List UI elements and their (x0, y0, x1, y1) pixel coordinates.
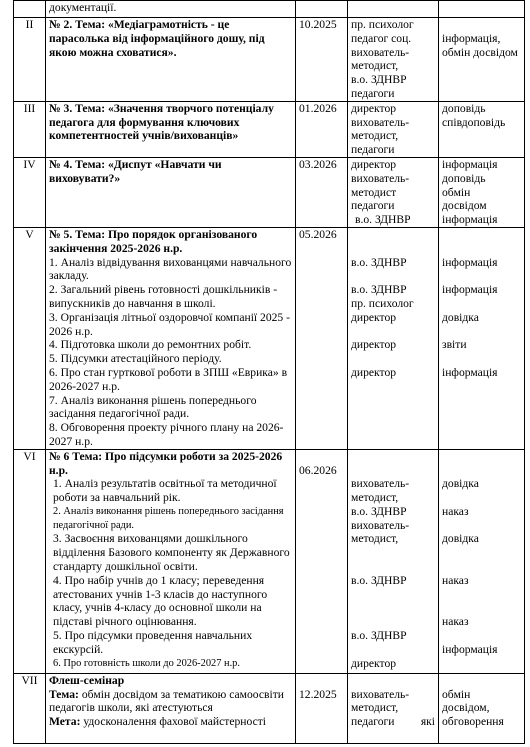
meeting-date: 10.2025 (296, 18, 348, 102)
row-number: VI (14, 449, 46, 673)
table-row (14, 101, 525, 157)
form-cell: інформація, обмін досвідом (439, 18, 525, 102)
agenda-item: 8. Обговорення проекту річного плану на 2026-2027 н.р. (49, 421, 284, 448)
meeting-date: 12.2025 (296, 673, 348, 743)
council-plan-table (13, 0, 525, 744)
agenda-item: 3. Засвоєння вихованцями дошкільного відділення Базового компоненту як Державного стандарту дошкільної освіти. (53, 532, 290, 574)
meeting-theme: № 5. Тема: Про порядок організованого закінчення 2025-2026 н.р. (49, 227, 258, 255)
agenda-item: 4. Підготовка школи до ремонтних робіт. (49, 338, 252, 352)
responsible-cell: вихователь- методист, педагоги які (348, 673, 439, 743)
responsible-cell: пр. психолог педагог соц. вихователь- методист, в.о. ЗДНВР педагоги (348, 18, 439, 102)
table-row (14, 1, 525, 18)
table-row (14, 18, 525, 102)
agenda-item: 1. Аналіз результатів освітньої та методичної роботи за навчальний рік. (53, 477, 277, 505)
agenda-item: 5. Підсумки атестаційного періоду. (49, 352, 222, 366)
form-cell: довідка наказ довідка наказ наказ інформація (439, 449, 525, 673)
meeting-theme-cell (46, 227, 296, 449)
row-number: IV (14, 157, 46, 227)
meeting-theme: № 4. Тема: «Диспут «Навчати чи виховувати?» (46, 157, 296, 227)
meeting-theme: № 2. Тема: «Медіаграмотність - це парасолька від інформаційного дошу, під якою можна сховатися». (46, 18, 296, 102)
agenda-item: 6. Про стан гурткової роботи в ЗПШ «Еврика» в 2026-2027 н.р. (49, 365, 288, 393)
agenda-item: 5. Про підсумки проведення навчальних екскурсій. (53, 629, 253, 656)
meeting-theme-cell (46, 449, 296, 673)
row-number: VII (14, 673, 46, 743)
meeting-date: 06.2026 (296, 449, 348, 673)
meeting-date: 01.2026 (296, 101, 348, 157)
agenda-item: 1. Аналіз відвідування вихованцями навчального закладу. (49, 255, 292, 283)
continued-text: документації. (46, 1, 296, 18)
form-cell: доповідь співдоповідь (439, 101, 525, 157)
meeting-theme: № 3. Тема: «Значення творчого потенціалу педагога для формування ключових компетентностей учнів/вихованців» (46, 101, 296, 157)
seminar-goal: Мета: удосконалення фахової майстерності (49, 715, 267, 729)
agenda-item: 7. Аналіз виконання рішень попереднього засідання педагогічної ради. (49, 393, 257, 421)
agenda-item: 6. Про готовність школи до 2026-2027 н.р. (53, 657, 240, 669)
row-number: III (14, 101, 46, 157)
meeting-theme-cell (46, 673, 296, 743)
table-row (14, 673, 525, 743)
agenda-item: 2. Аналіз виконання рішень попереднього засідання педагогічної ради. (53, 505, 284, 531)
agenda-item: 3. Організація літньої оздоровчої компанії 2025 - 2026 н.р. (49, 310, 290, 338)
seminar-title: Флеш-семінар (49, 673, 125, 687)
form-cell: обмін досвідом, обговорення (439, 673, 525, 743)
table-row (14, 449, 525, 673)
meeting-date: 05.2026 (296, 227, 348, 449)
form-cell: інформація інформація довідка звіти інформація (439, 227, 525, 449)
responsible-cell: директор вихователь- методист педагоги в.о. ЗДНВР (348, 157, 439, 227)
table-row (14, 227, 525, 449)
responsible-cell: в.о. ЗДНВР в.о. ЗДНВР пр. психолог директор директор директор (348, 227, 439, 449)
form-cell: інформація доповідь обмін досвідом інформація (439, 157, 525, 227)
agenda-item: 4. Про набір учнів до 1 класу; переведення атестованих учнів 1-3 класів до наступного класу, учнів 4-класу до основної школи на підставі річного оцінювання. (53, 573, 268, 629)
meeting-theme: № 6 Тема: Про підсумки роботи за 2025-2026 н.р. (49, 449, 283, 477)
row-number: II (14, 18, 46, 102)
row-number: V (14, 227, 46, 449)
agenda-item: 2. Загальний рівень готовності дошкільників - випускників до навчання в школі. (49, 283, 278, 310)
table-row (14, 157, 525, 227)
meeting-date: 03.2026 (296, 157, 348, 227)
responsible-cell: вихователь- методист, в.о. ЗДНВР вихователь- методист, в.о. ЗДНВР в.о. ЗДНВР директор (348, 449, 439, 673)
seminar-theme: Тема: обмін досвідом за тематикою самоосвіти педагогів школи, які атестуються (49, 687, 284, 715)
responsible-cell: директор вихователь- методист, педагоги (348, 101, 439, 157)
